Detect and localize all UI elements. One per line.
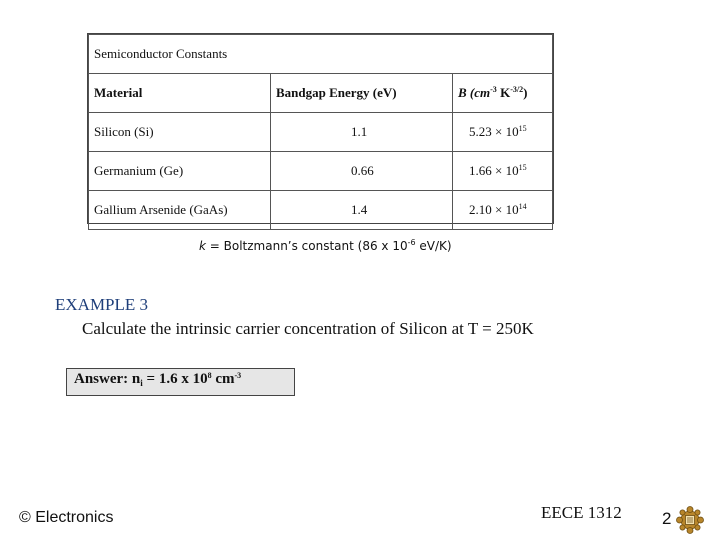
header-material: Material — [89, 74, 271, 113]
answer-sub: i — [140, 378, 143, 388]
row-bandgap: 1.4 — [271, 191, 453, 230]
example-label: EXAMPLE 3 — [55, 295, 149, 314]
footer-copyright: © Electronics — [19, 509, 114, 526]
answer-exp1: 8 — [207, 371, 212, 380]
university-logo-icon — [676, 506, 704, 534]
row-b-exp: 15 — [518, 124, 527, 133]
row-bandgap: 0.66 — [271, 152, 453, 191]
k-symbol: k — [199, 239, 206, 253]
header-b — [453, 74, 553, 113]
k-note-unit: eV/K) — [415, 239, 452, 253]
page-number: 2 — [662, 509, 672, 528]
k-note-text: = Boltzmann’s constant (86 x 10 — [205, 239, 408, 253]
row-material: Germanium (Ge) — [89, 152, 271, 191]
table-row — [89, 113, 553, 152]
table-header-row — [89, 74, 553, 113]
header-b-suffix: ) — [523, 85, 528, 100]
row-b-exp: 14 — [518, 202, 527, 211]
answer-exp2: -3 — [234, 371, 242, 380]
header-bandgap: Bandgap Energy (eV) — [271, 74, 453, 113]
row-b-mantissa: 1.66 × 10 — [469, 163, 519, 178]
answer-prefix: Answer: n — [74, 371, 141, 387]
header-b-prefix: B (cm — [458, 85, 491, 100]
table-title: Semiconductor Constants — [89, 35, 553, 74]
answer-unit: cm — [211, 371, 235, 387]
header-b-mid: K — [496, 85, 511, 100]
row-material: Gallium Arsenide (GaAs) — [89, 191, 271, 230]
answer-box — [66, 368, 295, 396]
boltzmann-constant-note — [199, 239, 452, 253]
row-b — [453, 113, 553, 152]
table-row — [89, 152, 553, 191]
course-code: EECE 1312 — [541, 503, 622, 522]
k-note-exp: -6 — [407, 238, 416, 247]
row-b — [453, 191, 553, 230]
header-b-exp2: -3/2 — [510, 85, 524, 94]
row-b-exp: 15 — [518, 163, 527, 172]
table-row — [89, 191, 553, 230]
example-text: Calculate the intrinsic carrier concentration of Silicon at T = 250K — [82, 319, 534, 338]
semiconductor-constants-table — [87, 33, 554, 224]
row-b-mantissa: 5.23 × 10 — [469, 124, 519, 139]
row-bandgap: 1.1 — [271, 113, 453, 152]
answer-mid: = 1.6 x 10 — [142, 371, 208, 387]
row-b-mantissa: 2.10 × 10 — [469, 202, 519, 217]
row-material: Silicon (Si) — [89, 113, 271, 152]
header-b-exp1: -3 — [490, 85, 497, 94]
row-b — [453, 152, 553, 191]
constants-table — [88, 34, 553, 230]
